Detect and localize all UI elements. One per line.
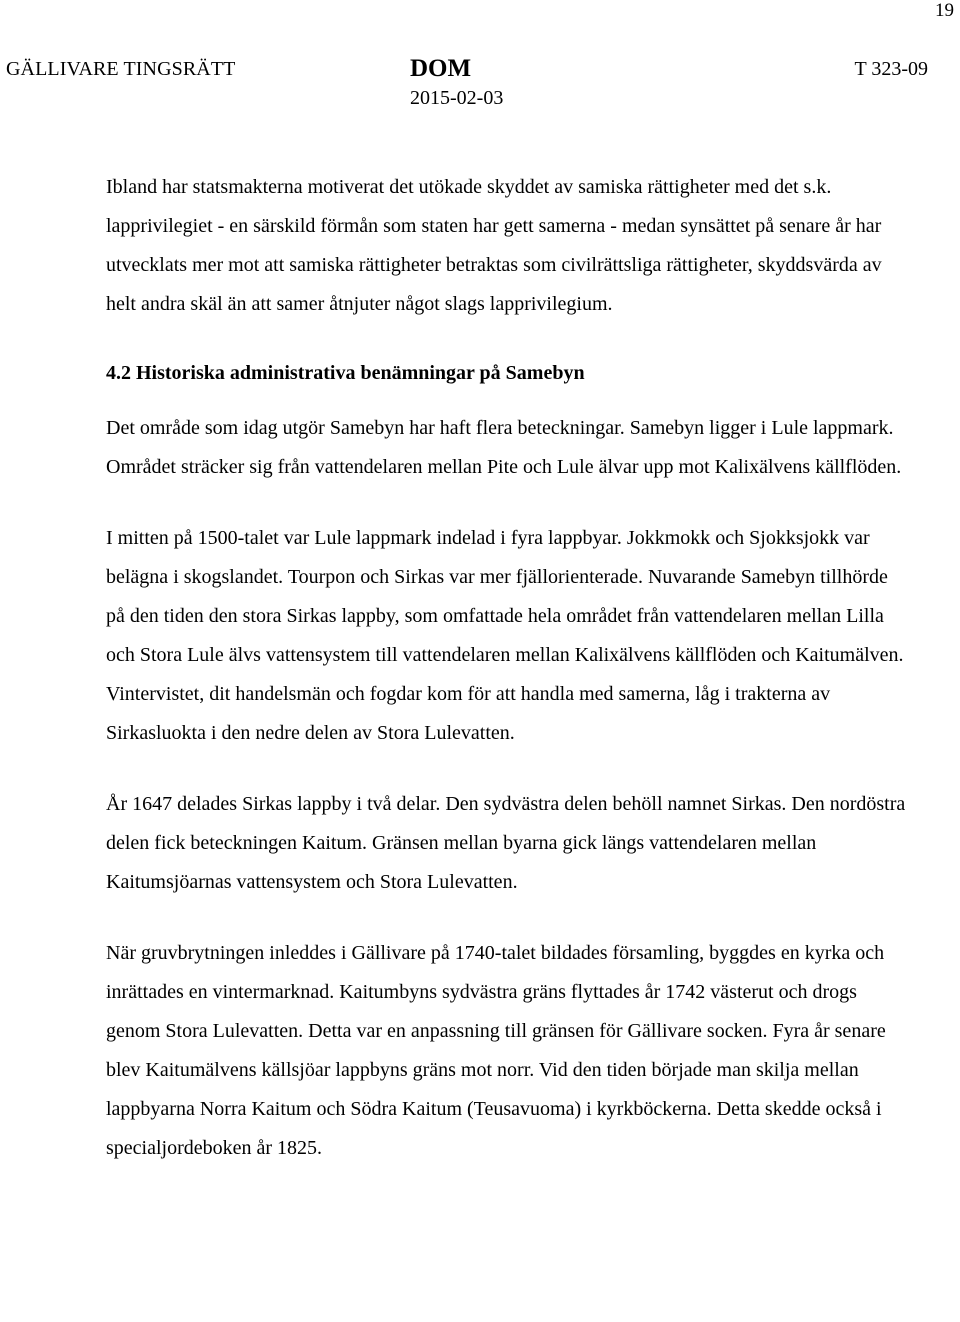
paragraph-intro: Ibland har statsmakterna motiverat det utökade skyddet av samiska rättigheter med det s.k. lapprivilegiet - en särskild förmån som staten har gett samerna - medan synsättet på senare år har utvecklats mer mot att samiska rättigheter betraktas som civilrättsliga rättigheter, skyddsvärda av helt andra skäl än att samer åtnjuter något slags lapprivilegium. [106,176,882,315]
document-date: 2015-02-03 [410,87,504,109]
document-body [106,168,906,1168]
paragraph-2: I mitten på 1500-talet var Lule lappmark indelad i fyra lappbyar. Jokkmokk och Sjokksjokk var belägna i skogslandet. Tourpon och Sirkas var mer fjällorienterade. Nuvarande Samebyn tillhörde på den tiden den stora Sirkas lappby, som omfattade hela området från vattendelaren mellan Lilla och Stora Lule älvs vattensystem till vattendelaren mellan Kalixälvens källflöden och Kaitumälven. Vintervistet, dit handelsmän och fogdar kom för att handla med samerna, låg i trakterna av Sirkasluokta i den nedre delen av Stora Lulevatten. [106,527,904,744]
court-name: GÄLLIVARE TINGSRÄTT [6,58,236,80]
section-heading: 4.2 Historiska administrativa benämningar på Samebyn [106,362,585,384]
paragraph-3: År 1647 delades Sirkas lappby i två delar. Den sydvästra delen behöll namnet Sirkas. Den nordöstra delen fick beteckningen Kaitum. Gränsen mellan byarna gick längs vattendelaren mellan Kaitumsjöarnas vattensystem och Stora Lulevatten. [106,793,906,893]
page-number: 19 [935,0,954,21]
document-type: DOM [410,55,472,82]
document-header [6,55,928,115]
paragraph-4: När gruvbrytningen inleddes i Gällivare på 1740-talet bildades församling, byggdes en kyrka och inrättades en vintermarknad. Kaitumbyns sydvästra gräns flyttades år 1742 västerut och drogs genom Stora Lulevatten. Detta var en anpassning till gränsen för Gällivare socken. Fyra år senare blev Kaitumälvens källsjöar lappbyns gräns mot norr. Vid den tiden började man skilja mellan lappbyarna Norra Kaitum och Södra Kaitum (Teusavuoma) i kyrkböckerna. Detta skedde också i specialjordeboken år 1825. [106,942,886,1159]
paragraph-1: Det område som idag utgör Samebyn har haft flera beteckningar. Samebyn ligger i Lule lappmark. Området sträcker sig från vattendelaren mellan Pite och Lule älvar upp mot Kalixälvens källflöden. [106,417,902,478]
case-number: T 323-09 [854,58,928,80]
